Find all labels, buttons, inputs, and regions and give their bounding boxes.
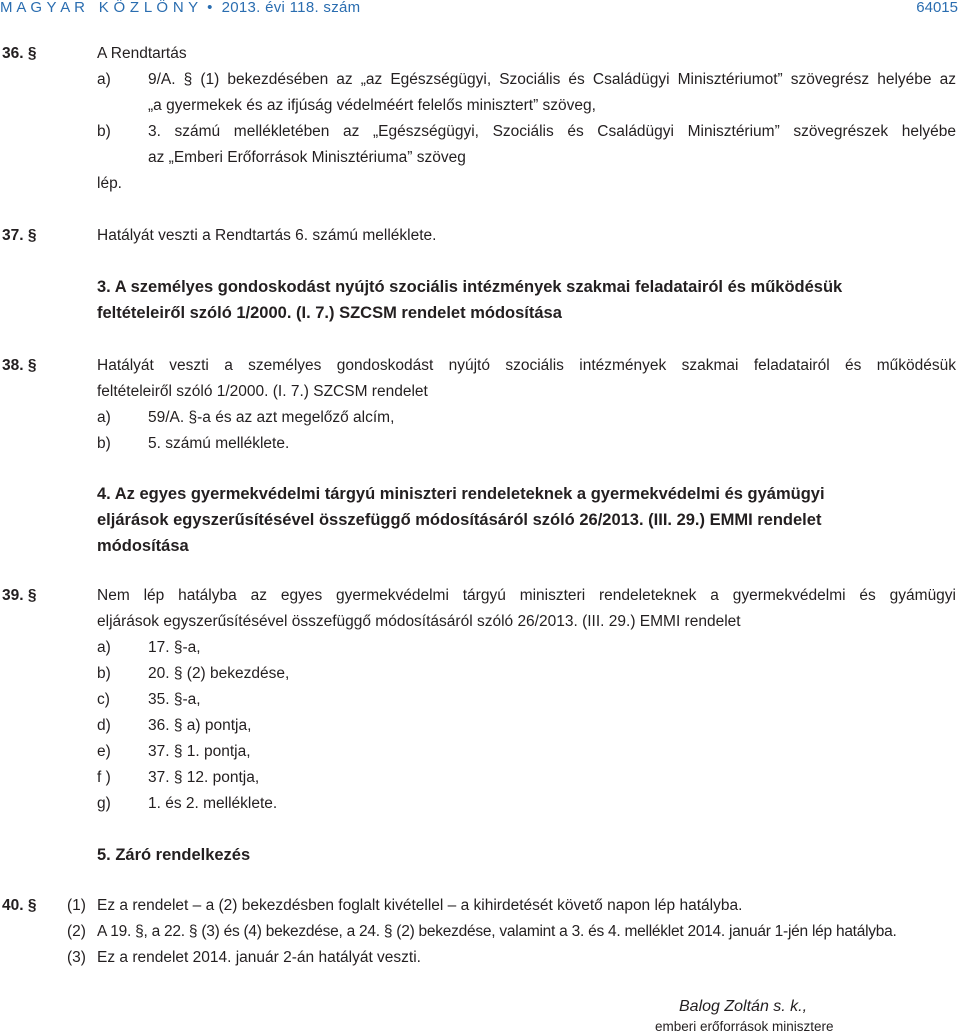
chapter-5-heading: 5. Záró rendelkezés: [97, 846, 251, 864]
signature-title: emberi erőforrások minisztere: [655, 1019, 834, 1034]
section-36-title: A Rendtartás: [97, 45, 187, 62]
section-36-b-line2: az „Emberi Erőforrások Minisztériuma” szöveg: [148, 149, 466, 166]
page-number: 64015: [916, 0, 958, 16]
section-36-a-line1: 9/A. § (1) bekezdésében az „az Egészségügyi, Szociális és Családügyi Minisztériumot” szövegrész helyébe az: [148, 71, 956, 88]
section-39-line1: Nem lép hatályba az egyes gyermekvédelmi tárgyú miniszteri rendeleteknek a gyermekvédelmi és gyámügyi: [97, 587, 956, 604]
chapter-4-heading-line1: 4. Az egyes gyermekvédelmi tárgyú miniszteri rendeleteknek a gyermekvédelmi és gyámügyi: [97, 485, 825, 503]
section-38-line1: Hatályát veszti a személyes gondoskodást nyújtó szociális intézmények szakmai feladatairól és működésük: [97, 357, 956, 374]
section-39-item-c-label: c): [97, 691, 110, 708]
section-39-item-d-text: 36. § a) pontja,: [148, 717, 252, 734]
section-39-item-e-label: e): [97, 743, 111, 760]
header-title: M A G Y A R K Ö Z L Ö N Y • 2013. évi 118. szám: [0, 0, 361, 16]
section-36-b-label: b): [97, 123, 111, 140]
section-36-b-line1: 3. számú mellékletében az „Egészségügyi, Szociális és Családügyi Minisztérium” szövegrészek helyébe: [148, 123, 956, 140]
chapter-3-heading-line2: feltételeiről szóló 1/2000. (I. 7.) SZCSM rendelet módosítása: [97, 304, 562, 322]
section-39-item-f-label: f ): [97, 769, 111, 786]
section-37-number: 37. §: [2, 227, 37, 244]
section-40-item-1-label: (1): [67, 897, 86, 914]
chapter-4-heading-line2: eljárások egyszerűsítésével összefüggő módosításáról szóló 26/2013. (III. 29.) EMMI rendelet: [97, 511, 822, 529]
section-38-item-a-text: 59/A. §-a és az azt megelőző alcím,: [148, 409, 395, 426]
section-40-item-3-text: Ez a rendelet 2014. január 2-án hatályát veszti.: [97, 949, 421, 966]
section-40-item-2-label: (2): [67, 923, 86, 940]
section-40-item-1-text: Ez a rendelet – a (2) bekezdésben foglalt kivétellel – a kihirdetését követő napon lép hatályba.: [97, 897, 743, 914]
section-39-item-d-label: d): [97, 717, 111, 734]
section-39-item-g-text: 1. és 2. melléklete.: [148, 795, 278, 812]
section-39-item-c-text: 35. §-a,: [148, 691, 201, 708]
section-39-item-e-text: 37. § 1. pontja,: [148, 743, 251, 760]
section-39-item-a-label: a): [97, 639, 111, 656]
section-40-item-2-text: A 19. §, a 22. § (3) és (4) bekezdése, a 24. § (2) bekezdése, valamint a 3. és 4. melléklet 2014. január 1-jén lép hatályba.: [97, 923, 897, 940]
chapter-4-heading-line3: módosítása: [97, 537, 189, 555]
section-39-item-b-label: b): [97, 665, 111, 682]
section-36-number: 36. §: [2, 45, 37, 62]
section-40-number: 40. §: [2, 897, 37, 914]
section-38-line2: feltételeiről szóló 1/2000. (I. 7.) SZCSM rendelet: [97, 383, 428, 400]
section-36-a-line2: „a gyermekek és az ifjúság védelméért felelős minisztert” szöveg,: [148, 97, 596, 114]
section-39-item-b-text: 20. § (2) bekezdése,: [148, 665, 290, 682]
signature-name: Balog Zoltán s. k.,: [679, 998, 808, 1015]
section-40-item-3-label: (3): [67, 949, 86, 966]
section-38-item-b-text: 5. számú melléklete.: [148, 435, 290, 452]
section-36-end: lép.: [97, 175, 122, 192]
section-39-item-a-text: 17. §-a,: [148, 639, 201, 656]
section-39-item-g-label: g): [97, 795, 111, 812]
chapter-3-heading-line1: 3. A személyes gondoskodást nyújtó szociális intézmények szakmai feladatairól és működésük: [97, 278, 843, 296]
section-39-number: 39. §: [2, 587, 37, 604]
section-38-number: 38. §: [2, 357, 37, 374]
section-39-item-f-text: 37. § 12. pontja,: [148, 769, 260, 786]
section-37-text: Hatályát veszti a Rendtartás 6. számú melléklete.: [97, 227, 437, 244]
section-38-item-a-label: a): [97, 409, 111, 426]
section-38-item-b-label: b): [97, 435, 111, 452]
section-36-a-label: a): [97, 71, 111, 88]
section-39-line2: eljárások egyszerűsítésével összefüggő módosításáról szóló 26/2013. (III. 29.) EMMI rendelet: [97, 613, 741, 630]
